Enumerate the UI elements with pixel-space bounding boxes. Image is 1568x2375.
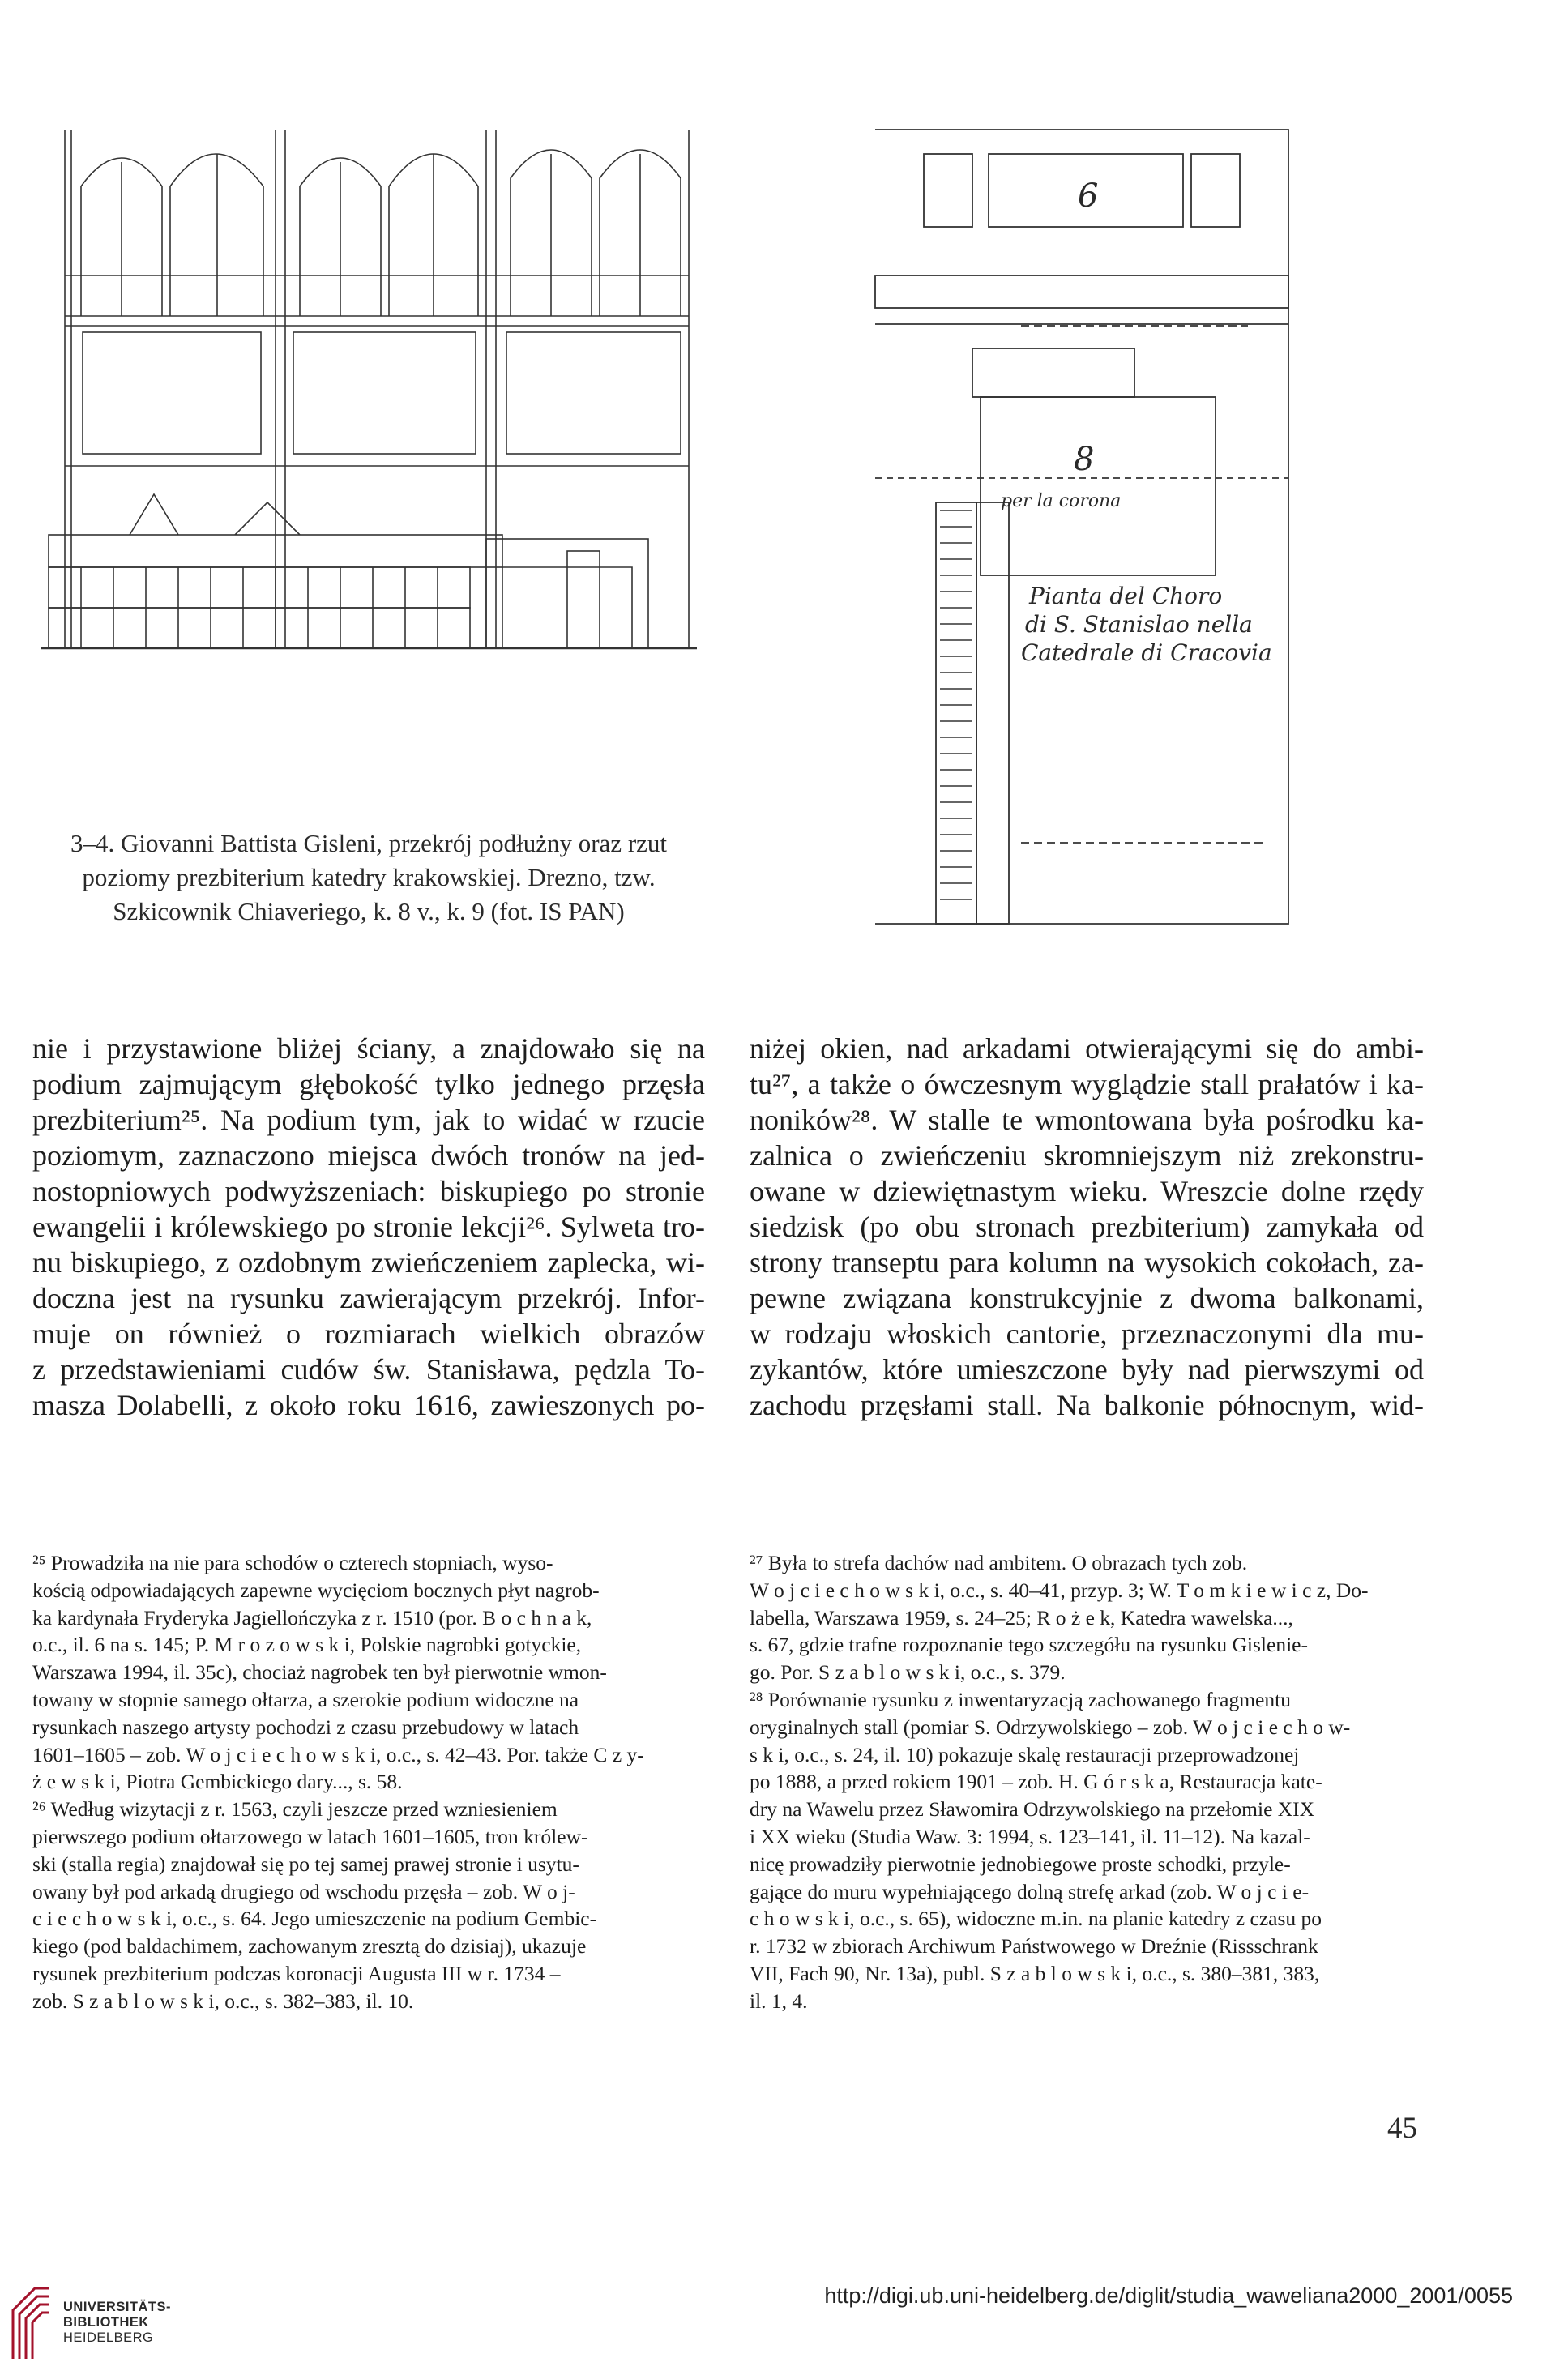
text-line: siedzisk (po obu stronach prezbiterium) zamykała od	[750, 1211, 1424, 1243]
text-line: owane w dziewiętnastym wieku. Wreszcie dolne rzędy	[750, 1175, 1424, 1207]
text-line: strony transeptu para kolumn na wysokich cokołach, za-	[750, 1246, 1424, 1279]
footnote-line: oryginalnych stall (pomiar S. Odrzywolskiego – zob. W o j c i e c h o w-	[750, 1715, 1351, 1739]
caption-line: 3–4. Giovanni Battista Gisleni, przekrój podłużny oraz rzut	[70, 829, 668, 857]
plan-label-corona: per la corona	[1001, 491, 1122, 511]
plan-inscription-1: Pianta del Choro	[1029, 583, 1223, 609]
figure-caption	[32, 827, 705, 929]
footnote-line: dry na Wawelu przez Sławomira Odrzywolskiego na przełomie XIX	[750, 1797, 1315, 1822]
footnotes-left	[32, 1549, 705, 2015]
plan-drawing	[859, 113, 1305, 940]
footnote-line: s k i, o.c., s. 24, il. 10) pokazuje skalę restauracji przeprowadzonej	[750, 1742, 1300, 1766]
footnote-line: W o j c i e c h o w s k i, o.c., s. 40–41, przyp. 3; W. T o m k i e w i c z, Do-	[750, 1578, 1369, 1602]
footnote-line: 1601–1605 – zob. W o j c i e c h o w s k i, o.c., s. 42–43. Por. także C z y-	[32, 1742, 644, 1766]
text-line: zykantów, które umieszczone były nad pierwszymi od	[750, 1353, 1424, 1386]
footnote-line: VII, Fach 90, Nr. 13a), publ. S z a b l o w s k i, o.c., s. 380–381, 383,	[750, 1961, 1320, 1985]
caption-line: Szkicownik Chiaveriego, k. 8 v., k. 9 (fot. IS PAN)	[113, 897, 625, 925]
footnotes-right	[750, 1549, 1424, 2015]
library-name-line: UNIVERSITÄTS-	[63, 2300, 172, 2314]
footnote-line: r. 1732 w zbiorach Archiwum Państwowego w Dreźnie (Rissschrank	[750, 1934, 1318, 1959]
text-line: z przedstawieniami cudów św. Stanisława, pędzla To-	[32, 1353, 705, 1386]
footnote-line: o.c., il. 6 na s. 145; P. M r o z o w s k i, Polskie nagrobki gotyckie,	[32, 1633, 582, 1657]
plan-inscription-2: di S. Stanislao nella	[1025, 611, 1253, 638]
library-logo-icon	[6, 2282, 55, 2363]
footnote-line: ²⁸ Porównanie rysunku z inwentaryzacją zachowanego fragmentu	[750, 1687, 1291, 1711]
plan-dim-six: 6	[1078, 177, 1099, 215]
footnote-line: c h o w s k i, o.c., s. 65), widoczne m.in. na planie katedry z czasu po	[750, 1907, 1322, 1931]
text-line: masza Dolabelli, z około roku 1616, zawieszonych po-	[32, 1389, 705, 1421]
body-text-right	[750, 1031, 1424, 1423]
footnote-line: zob. S z a b l o w s k i, o.c., s. 382–383, il. 10.	[32, 1988, 414, 2013]
text-line: podium zajmującym głębokość tylko jednego przęsła	[32, 1068, 705, 1100]
text-line: zalnica o zwieńczeniu skromniejszym niż zrekonstru-	[750, 1139, 1424, 1172]
footnote-line: go. Por. S z a b l o w s k i, o.c., s. 379.	[750, 1660, 1066, 1685]
library-name	[63, 2300, 171, 2346]
text-line: ewangelii i królewskiego po stronie lekcji²⁶. Sylweta tro-	[32, 1211, 705, 1243]
library-name-line: BIBLIOTHEK	[63, 2315, 149, 2330]
footnote-line: kiego (pod baldachimem, zachowanym zresztą do dzisiaj), ukazuje	[32, 1934, 587, 1959]
source-url-link[interactable]: http://digi.ub.uni-heidelberg.de/diglit/studia_waweliana2000_2001/0055	[824, 2283, 1513, 2308]
text-line: niżej okien, nad arkadami otwierającymi się do ambi-	[750, 1032, 1424, 1065]
footnote-line: po 1888, a przed rokiem 1901 – zob. H. G ó r s k a, Restauracja kate-	[750, 1770, 1322, 1794]
footnote-line: kością odpowiadających zapewne wycięciom bocznych płyt nagrob-	[32, 1578, 600, 1602]
page-number: 45	[1387, 2112, 1417, 2145]
section-drawing	[32, 113, 705, 656]
footnote-line: nicę prowadziły pierwotnie jednobiegowe proste schodki, przyle-	[750, 1852, 1291, 1876]
text-line: prezbiterium²⁵. Na podium tym, jak to widać w rzucie	[32, 1104, 705, 1136]
footnote-line: rysunkach naszego artysty pochodzi z czasu przebudowy w latach	[32, 1715, 579, 1739]
footnote-line: il. 1, 4.	[750, 1988, 808, 2013]
text-line: tu²⁷, a także o ówczesnym wyglądzie stall prałatów i ka-	[750, 1068, 1424, 1100]
footnote-line: Warszawa 1994, il. 35c), chociaż nagrobek ten był pierwotnie wmon-	[32, 1660, 607, 1685]
text-line: noników²⁸. W stalle te wmontowana była pośrodku ka-	[750, 1104, 1424, 1136]
footnote-line: towany w stopnie samego ołtarza, a szerokie podium widoczne na	[32, 1687, 579, 1711]
text-line: zachodu przęsłami stall. Na balkonie północnym, wid-	[750, 1389, 1424, 1421]
footnote-line: c i e c h o w s k i, o.c., s. 64. Jego umieszczenie na podium Gembic-	[32, 1907, 597, 1931]
footnote-line: ski (stalla regia) znajdował się po tej samej prawej stronie i usytu-	[32, 1852, 579, 1876]
text-line: poziomym, zaznaczono miejsca dwóch tronów na jed-	[32, 1139, 705, 1172]
text-line: pewne związana konstrukcyjnie z dwoma balkonami,	[750, 1282, 1424, 1314]
footnote-line: ka kardynała Fryderyka Jagiellończyka z r. 1510 (por. B o c h n a k,	[32, 1605, 592, 1630]
footnote-line: i XX wieku (Studia Waw. 3: 1994, s. 123–141, il. 11–12). Na kazal-	[750, 1824, 1310, 1848]
footnote-line: ²⁶ Według wizytacji z r. 1563, czyli jeszcze przed wzniesieniem	[32, 1797, 558, 1822]
footnote-line: owany był pod arkadą drugiego od wschodu przęsła – zob. W o j-	[32, 1879, 575, 1903]
text-line: muje on również o rozmiarach wielkich obrazów	[32, 1318, 705, 1350]
footnote-line: ²⁷ Była to strefa dachów nad ambitem. O obrazach tych zob.	[750, 1551, 1248, 1574]
footnote-line: ż e w s k i, Piotra Gembickiego dary..., s. 58.	[32, 1770, 403, 1794]
text-line: nostopniowych podwyższeniach: biskupiego po stronie	[32, 1175, 705, 1207]
footnote-line: rysunek prezbiterium podczas koronacji Augusta III w r. 1734 –	[32, 1961, 561, 1985]
plan-inscription-3: Catedrale di Cracovia	[1021, 639, 1272, 666]
footnote-line: labella, Warszawa 1959, s. 24–25; R o ż e k, Katedra wawelska...,	[750, 1605, 1293, 1630]
text-line: nu biskupiego, z ozdobnym zwieńczeniem zaplecka, wi-	[32, 1246, 705, 1279]
text-line: doczna jest na rysunku zawierającym przekrój. Infor-	[32, 1282, 705, 1314]
footnote-line: gające do muru wypełniającego dolną strefę arkad (zob. W o j c i e-	[750, 1879, 1310, 1903]
text-line: w rodzaju włoskich cantorie, przeznaczonymi dla mu-	[750, 1318, 1424, 1350]
plan-dim-eight: 8	[1074, 441, 1095, 478]
library-name-line: HEIDELBERG	[63, 2330, 154, 2345]
caption-line: poziomy prezbiterium katedry krakowskiej. Drezno, tzw.	[82, 863, 656, 891]
text-line: nie i przystawione bliżej ściany, a znajdowało się na	[32, 1032, 705, 1065]
footnote-line: pierwszego podium ołtarzowego w latach 1601–1605, tron królew-	[32, 1824, 588, 1848]
footnote-line: ²⁵ Prowadziła na nie para schodów o czterech stopniach, wyso-	[32, 1551, 553, 1574]
footnote-line: s. 67, gdzie trafne rozpoznanie tego szczegółu na rysunku Gislenie-	[750, 1633, 1308, 1657]
body-text-left	[32, 1031, 705, 1423]
